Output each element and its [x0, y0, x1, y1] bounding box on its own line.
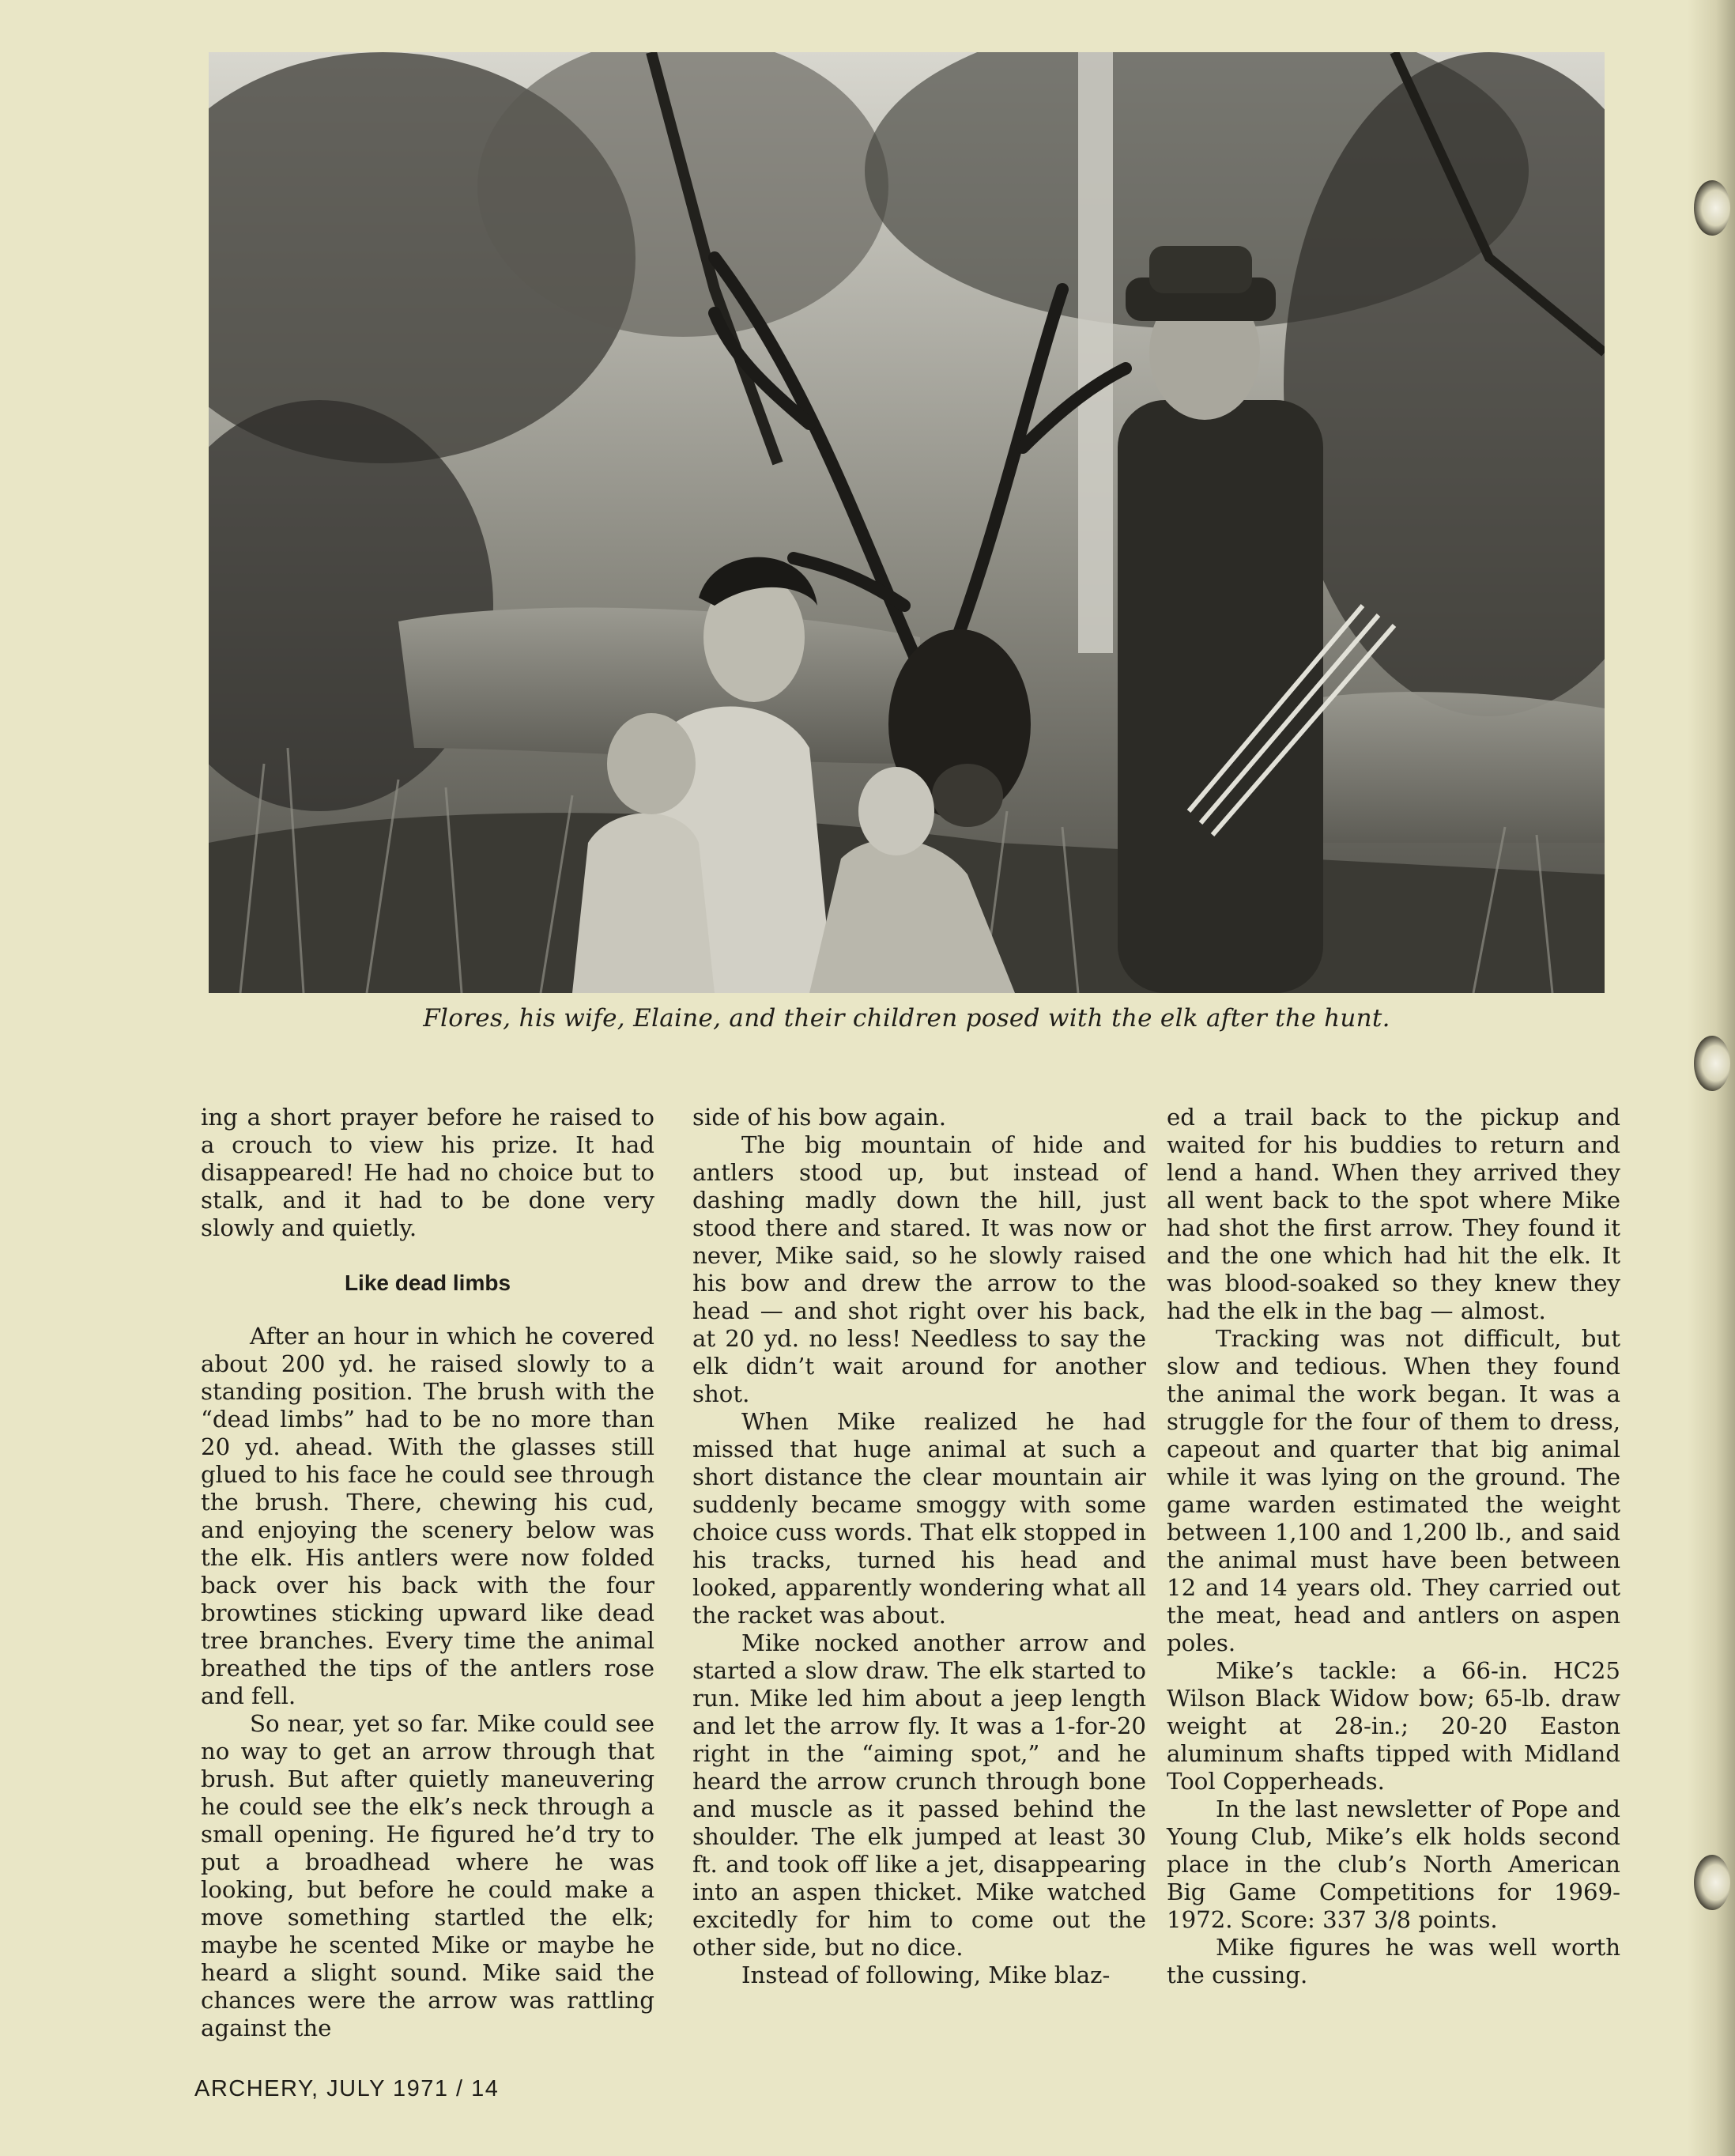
binder-hole-middle: [1694, 1036, 1730, 1091]
binder-hole-top: [1694, 180, 1730, 236]
paragraph: Instead of following, Mike blaz-: [741, 1962, 1111, 1988]
paragraph: After an hour in which he covered about 200 yd. he raised slowly to a standing position. The brush with the “dead limbs” had to be no more than 20 yd. ahead. With the glasses still glued to his face he could see through the brush. There, chewing his cud, and enjoying the scenery below was the elk. His antlers were now folded back over his back with the four browtines sticking upward like dead tree branches. Every time the animal breathed the tips of the antlers rose and fell.: [201, 1323, 654, 1709]
paragraph: So near, yet so far. Mike could see no way to get an arrow through that brush. But after quietly maneuvering he could see the elk’s neck through a small opening. He figured he’d try to put a broadhead where he was looking, but before he could make a move something startled the elk; maybe he scented Mike or maybe he heard a slight sound. Mike said the chances were the arrow was rattling against the: [201, 1710, 654, 2041]
paragraph: Mike nocked another arrow and started a slow draw. The elk started to run. Mike led him about a jeep length and let the arrow fly. It was a 1-for-20 right in the “aiming spot,” and he heard the arrow crunch through bone and muscle as it passed behind the shoulder. The elk jumped at least 30 ft. and took off like a jet, disappearing into an aspen thicket. Mike watched excitedly for him to come out the other side, but no dice.: [692, 1629, 1146, 1961]
page-footer: ARCHERY, JULY 1971 / 14: [194, 2076, 500, 2101]
binder-hole-bottom: [1694, 1855, 1730, 1910]
paragraph: Mike’s tackle: a 66-in. HC25 Wilson Black Widow bow; 65-lb. draw weight at 28-in.; 20-20 Easton aluminum shafts tipped with Midland Tool Copperheads.: [1167, 1657, 1620, 1795]
elk-hunt-photo: [209, 52, 1605, 993]
paragraph: ing a short prayer before he raised to a crouch to view his prize. It had disappeared! He had no choice but to stalk, and it had to be done very slowly and quietly.: [201, 1104, 654, 1241]
text-column-2: [692, 1104, 1146, 1989]
paragraph: Mike figures he was well worth the cussing.: [1167, 1934, 1620, 1988]
paragraph: The big mountain of hide and antlers stood up, but instead of dashing madly down the hill, just stood there and stared. It was now or never, Mike said, so he slowly raised his bow and drew the arrow to the head — and shot right over his back, at 20 yd. no less! Needless to say the elk didn’t wait around for another shot.: [692, 1131, 1146, 1407]
paragraph: ed a trail back to the pickup and waited for his buddies to return and lend a hand. When they arrived they all went back to the spot where Mike had shot the first arrow. They found it and the one which had hit the elk. It was blood-soaked so they knew they had the elk in the bag — almost.: [1167, 1104, 1620, 1324]
paragraph: When Mike realized he had missed that huge animal at such a short distance the clear mountain air suddenly became smoggy with some choice cuss words. That elk stopped in his tracks, turned his head and looked, apparently wondering what all the racket was about.: [692, 1408, 1146, 1629]
section-subheading: Like dead limbs: [344, 1271, 511, 1295]
paragraph: side of his bow again.: [692, 1104, 947, 1131]
photo-image-icon: [209, 52, 1605, 993]
text-column-3: [1167, 1104, 1620, 1989]
paragraph: Tracking was not difficult, but slow and tedious. When they found the animal the work began. It was a struggle for the four of them to dress, capeout and quarter that big animal while it was lying on the ground. The game warden estimated the weight between 1,100 and 1,200 lb., and said the animal must have been between 12 and 14 years old. They carried out the meat, head and antlers on aspen poles.: [1167, 1325, 1620, 1656]
text-column-1: [201, 1104, 654, 2042]
paragraph: In the last newsletter of Pope and Young Club, Mike’s elk holds second place in the club’s North American Big Game Competitions for 1969-1972. Score: 337 3/8 points.: [1167, 1795, 1620, 1933]
photo-caption: Flores, his wife, Elaine, and their children posed with the elk after the hunt.: [423, 1004, 1390, 1033]
